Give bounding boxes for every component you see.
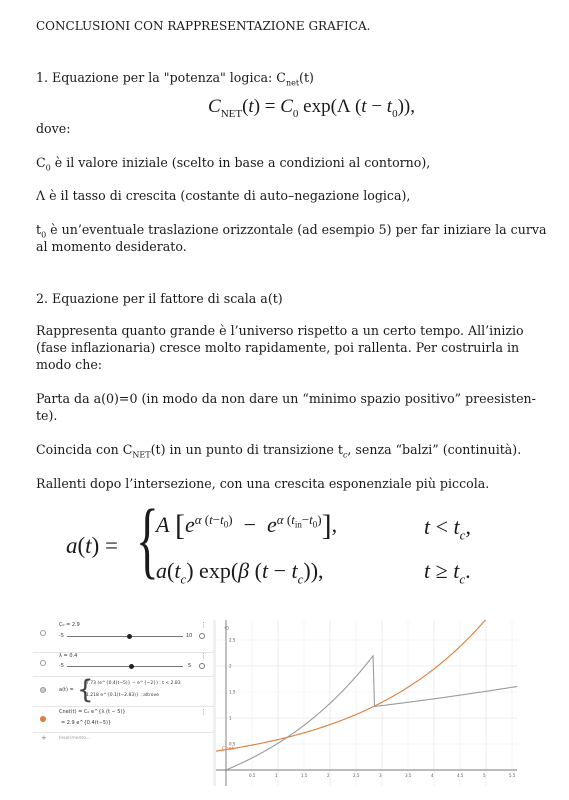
paragraph1-line1: Rappresenta quanto grande è l’universo rispetto a un certo tempo. All’inizio [36, 323, 524, 338]
t0-description [36, 221, 547, 238]
play-icon[interactable] [199, 663, 205, 669]
grid [216, 620, 517, 786]
geogebra-screenshot [33, 620, 517, 786]
scale-factor-formula: a(t) = { A $[e^{\alpha (t-t_0)} - e^{\alpha (t_{in}-t_0)}]$, $t < t_c$, $a(t_c)$ exp(β $(t - t_c)$), $t \ge t_c$. [66, 491, 471, 587]
cnet-definition: Cnet(t) = C₀ e^{λ (t − 5)} [59, 709, 126, 715]
paragraph2-line2: te). [36, 408, 58, 423]
graphics-view[interactable] [216, 620, 517, 786]
t0-symbol: t [36, 222, 42, 237]
dove-label: dove: [36, 121, 71, 136]
a-label: a(t) = [59, 687, 74, 693]
c0-symbol: C [36, 155, 46, 170]
lambda-slider-knob[interactable] [129, 664, 134, 669]
brace: { [77, 675, 94, 705]
x-tick-label: 2 [327, 773, 330, 778]
visibility-toggle[interactable] [40, 630, 46, 636]
x-tick-label: 4 [431, 773, 434, 778]
c0-max: 10 [186, 633, 193, 639]
x-tick-label: 4.5 [457, 773, 464, 778]
y-tick-label: 2 [229, 663, 232, 669]
x-tick-label: 3.5 [405, 773, 412, 778]
x-tick-label: 5 [483, 773, 486, 778]
paragraph1-line2: (fase inflazionaria) cresce molto rapidamente, poi rallenta. Per costruirla in [36, 340, 520, 355]
section1-title [36, 69, 314, 86]
c0-slider-track[interactable] [67, 636, 183, 637]
input-row[interactable] [33, 732, 213, 746]
axes [216, 620, 517, 786]
x-tick-label: 0.5 [249, 773, 256, 778]
more-options-icon[interactable]: ⋮ [200, 652, 207, 660]
lambda-slider-track[interactable] [67, 666, 183, 667]
visibility-toggle[interactable] [40, 660, 46, 666]
paragraph3-mid: (t) in un punto di transizione t [150, 442, 343, 457]
a-case1: 7.73 (e^{0.4(t−5)} − e^{−2}) : t < 2.83 [86, 681, 181, 686]
more-options-icon[interactable]: ⋮ [200, 708, 207, 716]
lambda-max: 5 [188, 663, 192, 669]
cnet-formula: $C_{NET}(t) = C_0$ exp(Λ $(t - t_0)$), [208, 96, 415, 120]
cnet-curve-label: Cnet [222, 746, 234, 752]
section1-title-sub: net [285, 78, 300, 88]
a-curve [226, 656, 517, 770]
x-tick-label: 3 [379, 773, 382, 778]
paragraph3-pre: Coincida con C [36, 442, 133, 457]
cnet-function-row[interactable] [33, 706, 213, 733]
t0-description-line2: al momento desiderato. [36, 239, 187, 254]
c0-sub: 0 [45, 163, 51, 173]
paragraph3-tc-sub: c [342, 450, 348, 460]
lambda-label: λ = 0.4 [59, 653, 78, 659]
tool-icon[interactable]: ⟲ [224, 625, 230, 632]
c0-label: C₀ = 2.9 [59, 622, 80, 628]
paragraph4: Rallenti dopo l’intersezione, con una crescita esponenziale più piccola. [36, 476, 490, 491]
add-icon[interactable]: + [41, 734, 47, 742]
page-title: CONCLUSIONI CON RAPPRESENTAZIONE GRAFICA. [36, 19, 371, 33]
lambda-slider-row[interactable] [33, 652, 213, 677]
tick-labels [229, 638, 516, 779]
x-tick-label: 1.5 [301, 773, 308, 778]
cnet-value: = 2.9 e^{0.4(t−5)} [61, 720, 112, 726]
c0-description [36, 154, 430, 171]
y-tick-label: 2.5 [229, 637, 236, 643]
visibility-toggle[interactable] [40, 687, 46, 693]
c0-slider-knob[interactable] [127, 634, 132, 639]
section1-title-post: (t) [299, 70, 314, 85]
y-tick-label: 1.5 [229, 689, 236, 695]
lambda-min: -5 [59, 663, 64, 669]
paragraph3-sub: NET [132, 450, 151, 460]
t0-sub: 0 [41, 230, 47, 240]
y-tick-label: 1 [229, 715, 232, 721]
lambda-description: Λ è il tasso di crescita (costante di auto–negazione logica), [36, 188, 411, 203]
c0-min: -5 [59, 633, 64, 639]
x-tick-label: 1 [275, 773, 278, 778]
visibility-toggle[interactable] [40, 716, 46, 722]
a-function-row[interactable] [33, 676, 213, 707]
x-tick-label: 5.5 [509, 773, 516, 778]
input-bar[interactable]: Inserimento... [59, 736, 91, 741]
c0-text: è il valore iniziale (scelto in base a condizioni al contorno), [54, 155, 431, 170]
t0-text-line1: è un’eventuale traslazione orizzontale (ad esempio 5) per far iniziare la curva [50, 222, 547, 237]
y-tick-label: 0.5 [229, 741, 236, 747]
section2-title: 2. Equazione per il fattore di scala a(t) [36, 291, 283, 306]
cnet-curve [216, 620, 512, 751]
a-case2: 1.218 e^{0.1(t−2.83)} : altrove [86, 693, 159, 698]
more-options-icon[interactable]: ⋮ [200, 621, 207, 629]
paragraph3 [36, 441, 521, 458]
c0-slider-row[interactable] [33, 620, 213, 653]
paragraph3-post: , senza “balzi” (continuità). [347, 442, 522, 457]
play-icon[interactable] [199, 633, 205, 639]
algebra-panel [33, 620, 213, 786]
section1-title-text: 1. Equazione per la "potenza" logica: C [36, 70, 286, 85]
paragraph2-line1: Parta da a(0)=0 (in modo da non dare un “minimo spazio positivo” preesisten- [36, 391, 536, 406]
paragraph1-line3: modo che: [36, 357, 103, 372]
x-tick-label: 2.5 [353, 773, 360, 778]
